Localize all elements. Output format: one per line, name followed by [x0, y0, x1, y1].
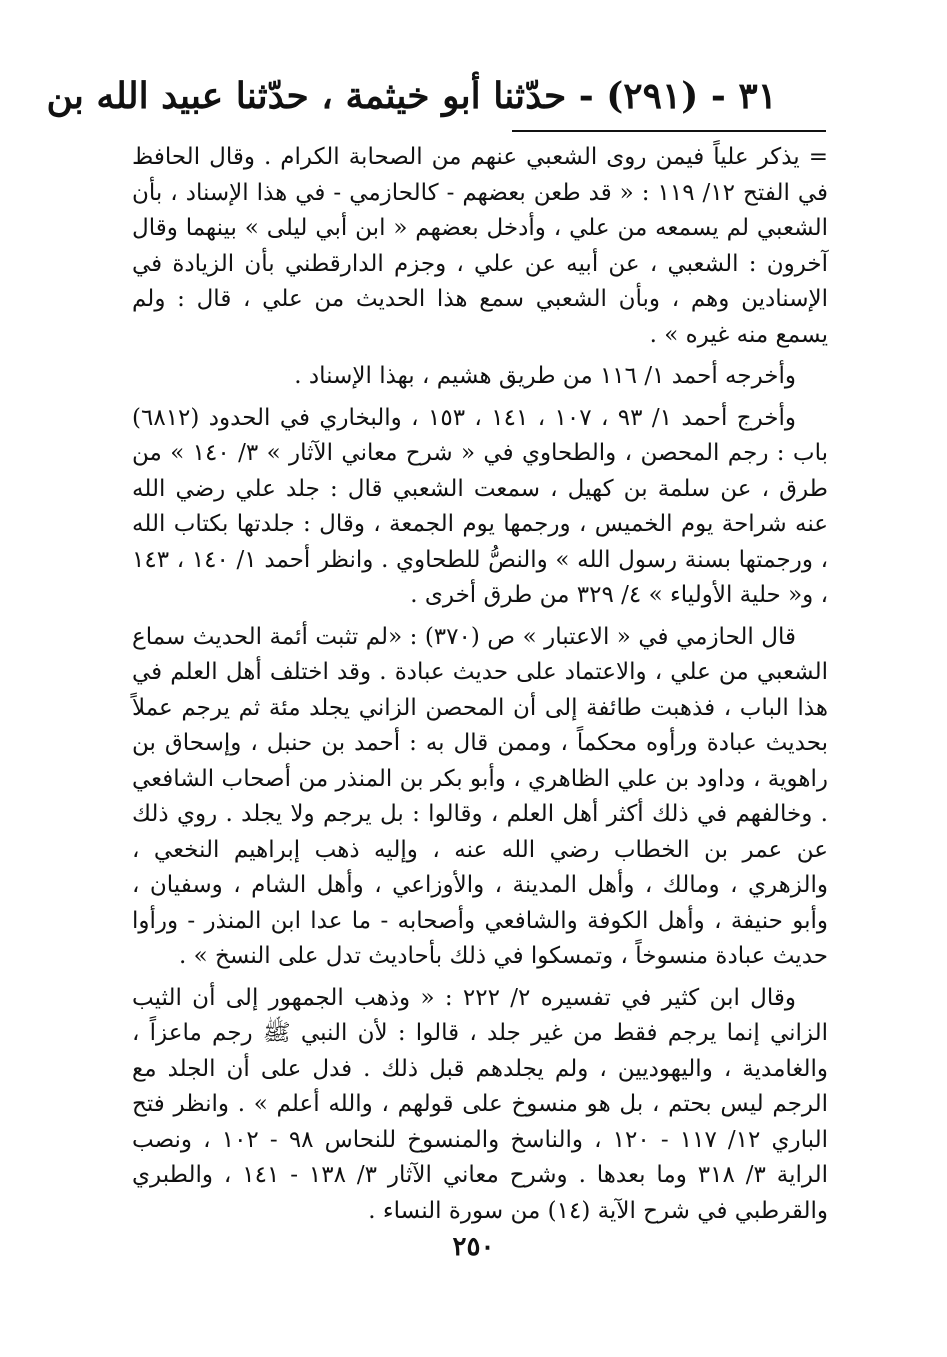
- footnote-paragraph: وأخرجه أحمد ١/ ١١٦ من طريق هشيم ، بهذا الإسناد .: [294, 363, 796, 389]
- footnote-paragraph: وأخرج أحمد ١/ ٩٣ ، ١٠٧ ، ١٤١ ، ١٥٣ ، والبخاري في الحدود (٦٨١٢) باب : رجم المحصن ، والطحاوي في « شرح معاني الآثار » ٣/ ١٤٠ » من طرق ، عن سلمة بن كهيل ، سمعت الشعبي قال : جلد علي رضي الله عنه شراحة يوم الخميس ، ورجمها يوم الجمعة ، وقال : جلدتها بكتاب الله ، ورجمتها بسنة رسول الله » والنصُّ للطحاوي . وانظر أحمد ١/ ١٤٠ ، ١٤٣ ، و« حلية الأولياء » ٤/ ٣٢٩ من طرق أخرى .: [132, 404, 829, 608]
- footnote-block: [132, 140, 828, 1235]
- footnote-paragraph: = يذكر علياً فيمن روى الشعبي عنهم من الصحابة الكرام . وقال الحافظ في الفتح ١٢/ ١١٩ : « قد طعن بعضهم - كالحازمي - في هذا الإسناد ، بأن الشعبي لم يسمعه من علي ، وأدخل بعضهم « ابن أبي ليلى » بينهما وقال آخرون : الشعبي ، عن أبيه عن علي ، وجزم الدارقطني بأن الزيادة في الإسنادين وهم ، وبأن الشعبي سمع هذا الحديث من علي ، قال : ولم يسمع منه غيره » .: [132, 144, 829, 348]
- footnote-paragraph: قال الحازمي في « الاعتبار » ص (٣٧٠) : «لم تثبت أئمة الحديث سماع الشعبي من علي ، والاعتماد على حديث عبادة . وقد اختلف أهل العلم في هذا الباب ، فذهبت طائفة إلى أن المحصن الزاني يجلد مئة ثم يرجم عملاً بحديث عبادة ورأوه محكماً ، وممن قال به : أحمد بن حنبل ، وإسحاق بن راهوية ، وداود بن علي الظاهري ، وأبو بكر بن المنذر من أصحاب الشافعي . وخالفهم في ذلك أكثر أهل العلم ، وقالوا : بل يرجم ولا يجلد . روي ذلك عن عمر بن الخطاب رضي الله عنه ، وإليه ذهب إبراهيم النخعي ، والزهري ، ومالك ، وأهل المدينة ، والأوزاعي ، وأهل الشام ، وسفيان ، وأبو حنيفة ، وأهل الكوفة والشافعي وأصحابه - ما عدا ابن المنذر - ورأوا حديث عبادة منسوخاً ، وتمسكوا في ذلك بأحاديث تدل على النسخ » .: [132, 623, 828, 969]
- footnote-paragraph: وقال ابن كثير في تفسيره ٢/ ٢٢٢ : « وذهب الجمهور إلى أن الثيب الزاني إنما يرجم فقط من غير جلد ، قالوا : لأن النبي ﷺ رجم ماعزاً ، والغامدية ، واليهوديين ، ولم يجلدهم قبل ذلك . فدل على أن الجلد مع الرجم ليس بحتم ، بل هو منسوخ على قولهم ، والله أعلم » . وانظر فتح الباري ١٢/ ١١٧ - ١٢٠ ، والناسخ والمنسوخ للنحاس ٩٨ - ١٠٢ ، ونصب الراية ٣/ ٣١٨ وما بعدها . وشرح معاني الآثار ٣/ ١٣٨ - ١٤١ ، والطبري والقرطبي في شرح الآية (١٤) من سورة النساء .: [132, 984, 828, 1224]
- page-number: ٢٥٠: [452, 1232, 495, 1262]
- hadith-heading: ٣١ - (٢٩١) - حدّثنا أبو خيثمة ، حدّثنا عبيد الله بن: [46, 75, 777, 117]
- footnote-separator-rule: [512, 130, 826, 132]
